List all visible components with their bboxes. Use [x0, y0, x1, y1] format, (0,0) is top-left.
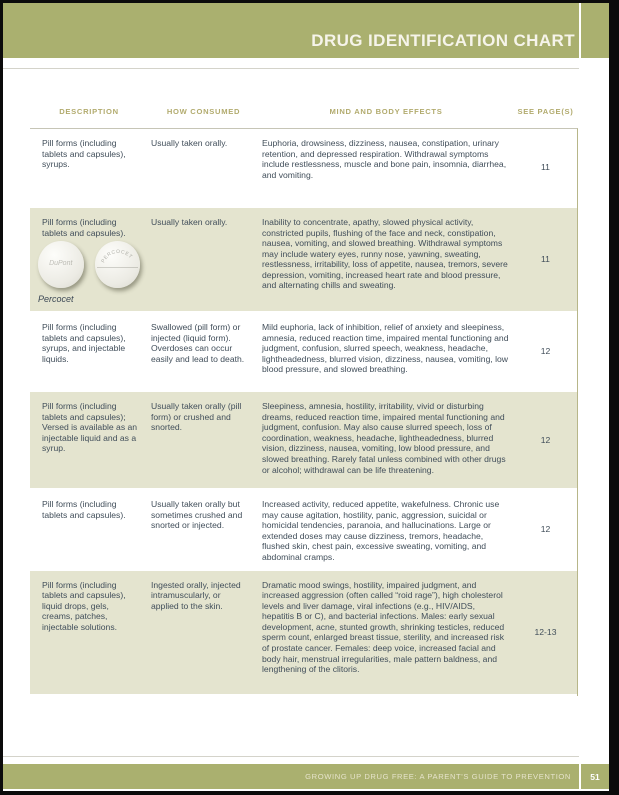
- drug-identification-table: [30, 128, 578, 696]
- see-pages-cell: 12: [540, 524, 551, 535]
- see-pages-cell: 12: [540, 346, 551, 357]
- see-pages-cell: 11: [541, 254, 550, 265]
- pill-arc-imprint: [95, 241, 142, 288]
- header-see-pages: SEE PAGE(S): [517, 107, 574, 116]
- header-how-consumed: HOW CONSUMED: [166, 107, 241, 116]
- page-number: 51: [590, 771, 600, 782]
- table-row: [30, 571, 577, 696]
- effects-cell: Increased activity, reduced appetite, wakefulness. Chronic use may cause agitation, hostility, panic, aggression, suicidal or homicidal tendencies, paranoia, and hallucinations. Large or extended doses may cause dizziness, tremors, headache, flushed skin, chest pain, excessive sweating, vomiting, and abdominal cramps.: [262, 499, 500, 562]
- how-consumed-cell: Usually taken orally but sometimes crushed and snorted or injected.: [151, 499, 243, 531]
- effects-cell: Mild euphoria, lack of inhibition, relief of anxiety and sleepiness, amnesia, reduced reaction time, impaired mental functioning and judgment, confusion, slurred speech, weakness, headache, lightheadedness, blurred vision, dizziness, nausea, vomiting, low blood pressure, and slowed breathing.: [262, 322, 509, 375]
- description-cell: Pill forms (including tablets and capsules).: [42, 499, 126, 520]
- table-row: [30, 392, 577, 490]
- header-rule: [3, 68, 579, 69]
- page-title: DRUG IDENTIFICATION CHART: [311, 31, 575, 50]
- pill-image-dupont: [38, 241, 84, 288]
- pill-caption: Percocet: [38, 294, 74, 305]
- title-banner: [3, 3, 609, 58]
- description-cell: Pill forms (including tablets and capsules), syrups, and injectable liquids.: [42, 322, 126, 364]
- how-consumed-cell: Usually taken orally.: [151, 217, 228, 227]
- description-cell: [30, 208, 148, 311]
- effects-cell: Sleepiness, amnesia, hostility, irritability, vivid or disturbing dreams, reduced reaction time, impaired mental functioning and judgment, confusion. May also cause slurred speech, loss of coordination, weakness, headache, lightheadedness, blurred vision, dizziness, nausea, vomiting, low blood pressure, and slowed breathing. Rarely fatal unless combined with other drugs or alcohol; withdrawal can be life threatening.: [262, 401, 506, 475]
- pill-image-percocet: [95, 241, 141, 288]
- paper: [3, 3, 609, 791]
- table-row: [30, 208, 577, 313]
- description-cell: Pill forms (including tablets and capsules), liquid drops, gels, creams, patches, injectable solutions.: [42, 579, 126, 632]
- see-pages-cell: 11: [541, 162, 550, 173]
- see-pages-cell: 12-13: [534, 626, 557, 637]
- how-consumed-cell: Usually taken orally.: [151, 138, 228, 148]
- how-consumed-cell: Swallowed (pill form) or injected (liquid form). Overdoses can occur easily and lead to death.: [151, 322, 245, 364]
- description-cell: Pill forms (including tablets and capsules); Versed is available as an injectable liquid and as a syrup.: [42, 401, 138, 454]
- table-row: [30, 129, 577, 208]
- footer-rule: [3, 756, 579, 757]
- pill-photos: [38, 241, 140, 288]
- header-effects: MIND AND BODY EFFECTS: [329, 107, 443, 116]
- column-headers: [30, 107, 578, 116]
- table-row: [30, 313, 577, 392]
- how-consumed-cell: Usually taken orally (pill form) or crushed and snorted.: [151, 401, 242, 433]
- footer-band: [3, 764, 609, 789]
- header-description: DESCRIPTION: [59, 107, 119, 116]
- effects-cell: Dramatic mood swings, hostility, impaired judgment, and increased aggression (often called “roid rage”), high cholesterol levels and liver damage, viral infections (e.g., HIV/AIDS, hepatitis B or C), and bacterial infections. Males: early sexual development, acne, stunted growth, shrinking testicles, reduced sperm count, enlarged breast tissue, sterility, and increased risk of prostate cancer. Females: deep voice, increased facial and body hair, menstrual irregularities, male pattern baldness, and lengthening of the clitoris.: [262, 579, 505, 675]
- description-cell: Pill forms (including tablets and capsules), syrups.: [42, 138, 126, 170]
- footer-book-title: GROWING UP DRUG FREE: A PARENT'S GUIDE TO PREVENTION: [305, 772, 571, 781]
- pill-score-line: [97, 267, 139, 268]
- description-text: Pill forms (including tablets and capsules).: [42, 217, 126, 238]
- how-consumed-cell: Ingested orally, injected intramuscularly, or applied to the skin.: [151, 579, 241, 611]
- pill-imprint: DuPont: [49, 260, 73, 268]
- svg-text:PERCOCET: PERCOCET: [99, 249, 134, 265]
- effects-cell: Inability to concentrate, apathy, slowed physical activity, constricted pupils, flushing of the face and neck, constipation, nausea, vomiting, and slowed breathing. Withdrawal symptoms may include watery eyes, runny nose, yawning, sweating, restlessness, irritability, loss of appetite, nausea, tremors, severe depression, vomiting, increased heart rate and blood pressure, and alternating chills and sweating.: [262, 217, 508, 291]
- see-pages-cell: 12: [540, 434, 551, 445]
- table-row: [30, 490, 577, 570]
- banner-separator: [579, 3, 581, 58]
- effects-cell: Euphoria, drowsiness, dizziness, nausea, constipation, urinary retention, and depressed respiration. Withdrawal symptoms include restlessness, muscle and bone pain, insomnia, diarrhea, and vomiting.: [262, 138, 507, 180]
